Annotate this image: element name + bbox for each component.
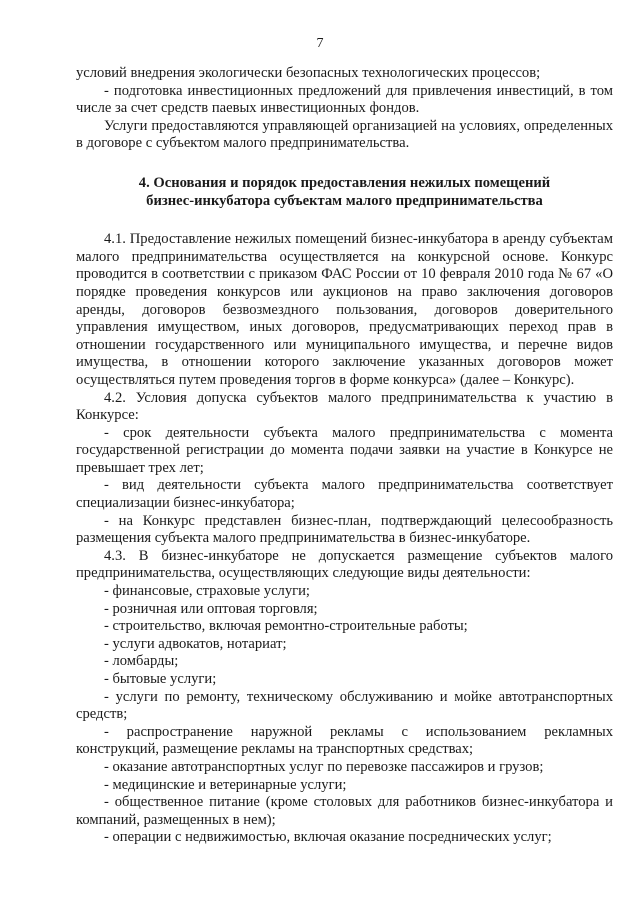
list-item: - бытовые услуги; xyxy=(104,671,217,687)
section-heading-line: бизнес-инкубатора субъектам малого предпринимательства xyxy=(146,192,543,209)
paragraph: - подготовка инвестиционных предложений для привлечения инвестиций, в том числе за счет средств паевых инвестиционных фондов. xyxy=(76,82,613,117)
paragraph: 4.3. В бизнес-инкубаторе не допускается размещение субъектов малого предпринимательства, осуществляющих следующие виды деятельности: xyxy=(76,547,613,582)
list-item: - строительство, включая ремонтно-строительные работы; xyxy=(104,618,468,635)
section-heading xyxy=(76,175,613,210)
section-heading-line: 4. Основания и порядок предоставления нежилых помещений xyxy=(138,174,551,191)
list-item: - вид деятельности субъекта малого предпринимательства соответствует специализации бизнес-инкубатора; xyxy=(76,477,613,512)
list-item: - ломбарды; xyxy=(104,653,179,670)
list-item: - услуги по ремонту, техническому обслуживанию и мойке автотранспортных средств; xyxy=(76,688,613,723)
list-item: - финансовые, страховые услуги; xyxy=(104,583,310,600)
list-item: - распространение наружной рекламы с использованием рекламных конструкций, размещение рекламы на транспортных средствах; xyxy=(76,723,613,758)
list-item: - медицинские и ветеринарные услуги; xyxy=(104,776,347,793)
list-item: - срок деятельности субъекта малого предпринимательства с момента государственной регистрации до момента подачи заявки на участие в Конкурсе не превышает трех лет; xyxy=(76,424,613,476)
paragraph: Услуги предоставляются управляющей организацией на условиях, определенных в договоре с субъектом малого предпринимательства. xyxy=(76,117,613,152)
list-item: - операции с недвижимостью, включая оказание посреднических услуг; xyxy=(104,829,552,846)
list-item: - общественное питание (кроме столовых для работников бизнес-инкубатора и компаний, размещенных в нем); xyxy=(76,794,613,828)
list-item: - оказание автотранспортных услуг по перевозке пассажиров и грузов; xyxy=(104,758,544,775)
paragraph: 4.1. Предоставление нежилых помещений бизнес-инкубатора в аренду субъектам малого предпринимательства осуществляется на конкурсной основе. Конкурс проводится в соответствии с приказом ФАС России от 10 февраля 2010 года № 67 «О порядке проведения конкурсов или аукционов на право заключения договоров аренды, договоров безвозмездного пользования, договоров доверительного управления имуществом, иных договоров, предусматривающих переход прав в отношении государственного или муниципального имущества, и перечне видов имущества, в отношении которого заключение указанных договоров может осуществляться путем проведения торгов в форме конкурса» (далее – Конкурс). xyxy=(76,231,613,388)
page-number: 7 xyxy=(316,36,324,51)
paragraph: 4.2. Условия допуска субъектов малого предпринимательства к участию в Конкурсе: xyxy=(76,389,613,424)
paragraph: условий внедрения экологически безопасных технологических процессов; xyxy=(76,65,541,81)
list-item: - на Конкурс представлен бизнес-план, подтверждающий целесообразность размещения субъекта малого предпринимательства в бизнес-инкубаторе. xyxy=(76,512,613,547)
list-item: - услуги адвокатов, нотариат; xyxy=(104,635,287,652)
list-item: - розничная или оптовая торговля; xyxy=(104,600,318,617)
document-body xyxy=(76,65,613,847)
